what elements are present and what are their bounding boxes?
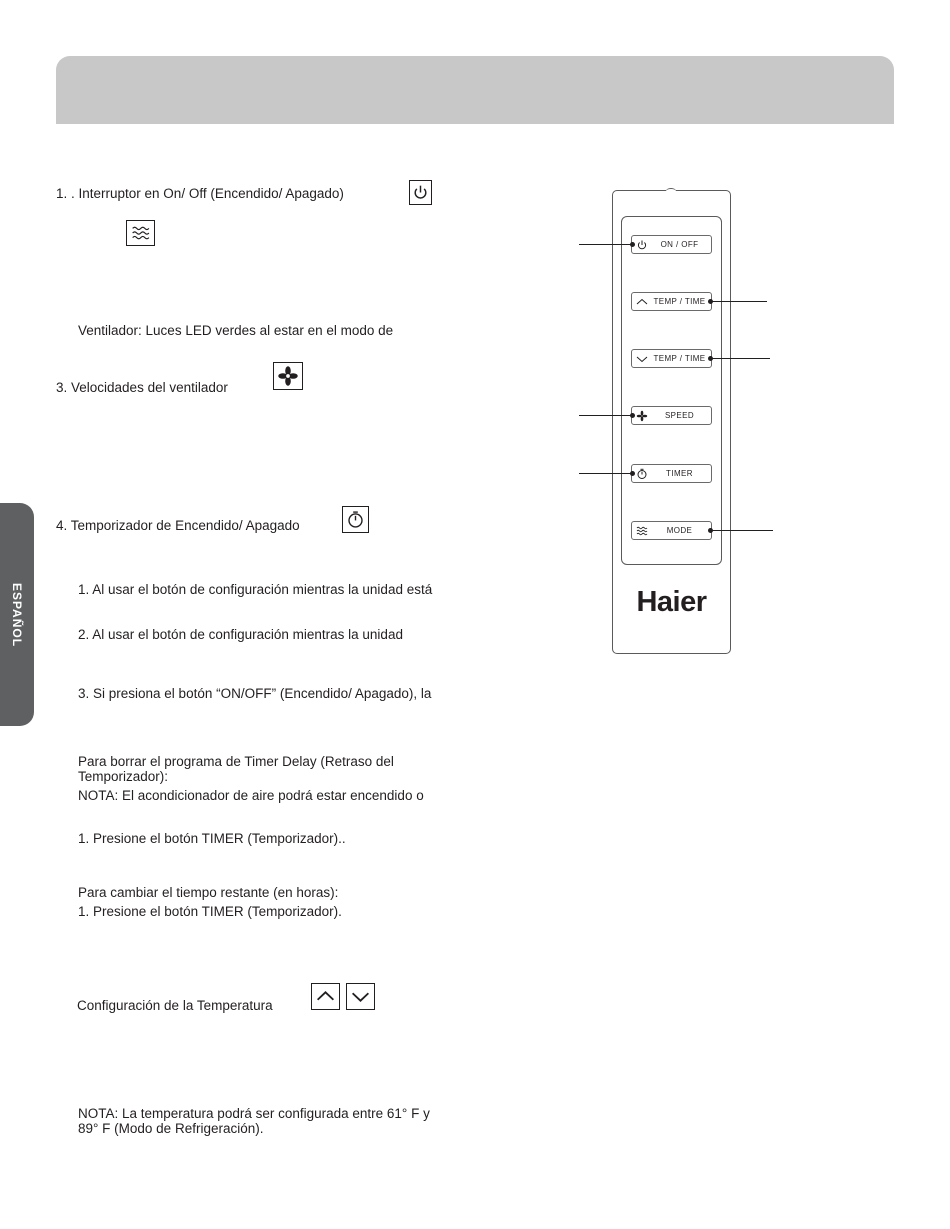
remote-button-mode[interactable]: [631, 521, 712, 540]
remote-button-temp-up[interactable]: [631, 292, 712, 311]
fan-icon: [635, 409, 649, 423]
timer-step-2: 2. Al usar el botón de configuración mientras la unidad: [78, 627, 403, 642]
remote-button-label: TIMER: [666, 469, 693, 478]
chevron-down-icon: [346, 983, 375, 1010]
press-timer-step-2: 1. Presione el botón TIMER (Temporizador).: [78, 904, 342, 919]
item-fan-speeds: 3. Velocidades del ventilador: [56, 380, 228, 395]
fan-icon: [273, 362, 303, 390]
chevron-down-icon: [635, 352, 649, 366]
note-on-off: NOTA: El acondicionador de aire podrá estar encendido o: [78, 788, 424, 803]
leader-line-mode: [711, 530, 773, 531]
leader-dot-timer: [630, 471, 635, 476]
power-icon: [635, 238, 649, 252]
header-bar: [56, 56, 894, 124]
mode-waves-icon: [126, 220, 155, 246]
chevron-up-icon: [635, 295, 649, 309]
remote-notch: [666, 188, 676, 194]
leader-dot-on-off: [630, 242, 635, 247]
remote-button-timer[interactable]: [631, 464, 712, 483]
leader-dot-speed: [630, 413, 635, 418]
remote-button-speed[interactable]: [631, 406, 712, 425]
power-icon: [409, 180, 432, 205]
timer-step-3: 3. Si presiona el botón “ON/OFF” (Encendido/ Apagado), la: [78, 686, 432, 701]
remote-button-on-off[interactable]: [631, 235, 712, 254]
remote-button-panel: [621, 216, 722, 565]
item-timer: 4. Temporizador de Encendido/ Apagado: [56, 518, 300, 533]
leader-line-speed: [579, 415, 632, 416]
change-time-heading: Para cambiar el tiempo restante (en horas):: [78, 885, 339, 900]
remote-button-temp-down[interactable]: [631, 349, 712, 368]
remote-button-label: SPEED: [664, 411, 695, 420]
timer-step-1: 1. Al usar el botón de configuración mientras la unidad está: [78, 582, 433, 597]
brand-logo: Haier: [636, 586, 707, 618]
cancel-timer-heading-line2: Temporizador):: [78, 769, 169, 784]
fan-led-text: Ventilador: Luces LED verdes al estar en el modo de: [78, 323, 394, 338]
leader-line-on-off: [579, 244, 632, 245]
note-temperature-line2: 89° F (Modo de Refrigeración).: [78, 1121, 264, 1136]
note-temperature-line1: NOTA: La temperatura podrá ser configurada entre 61° F y: [78, 1106, 430, 1121]
temperature-heading: Configuración de la Temperatura: [77, 998, 273, 1013]
leader-dot-temp-down: [708, 356, 713, 361]
item-power-switch: 1. . Interruptor en On/ Off (Encendido/ Apagado): [56, 186, 344, 201]
remote-button-label: TEMP / TIME: [653, 354, 706, 363]
timer-icon: [342, 506, 369, 533]
leader-line-timer: [579, 473, 632, 474]
language-tab: [0, 503, 34, 726]
remote-button-label: MODE: [666, 526, 693, 535]
remote-button-label: ON / OFF: [660, 240, 699, 249]
remote-button-label: TEMP / TIME: [653, 297, 706, 306]
mode-waves-icon: [635, 524, 649, 538]
press-timer-step: 1. Presione el botón TIMER (Temporizador)..: [78, 831, 346, 846]
leader-line-temp-down: [711, 358, 770, 359]
leader-dot-temp-up: [708, 299, 713, 304]
chevron-up-icon: [311, 983, 340, 1010]
language-tab-label: ESPAÑOL: [10, 582, 24, 647]
leader-dot-mode: [708, 528, 713, 533]
timer-icon: [635, 467, 649, 481]
cancel-timer-heading-line1: Para borrar el programa de Timer Delay (Retraso del: [78, 754, 394, 769]
leader-line-temp-up: [711, 301, 767, 302]
